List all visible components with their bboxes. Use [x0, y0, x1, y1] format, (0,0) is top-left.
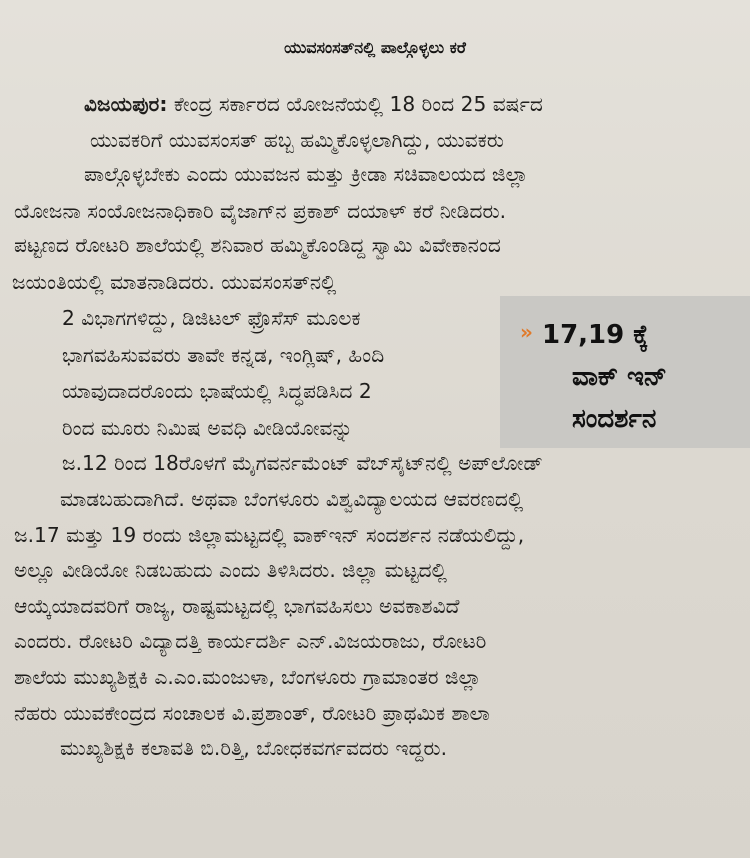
article-headline: ಯುವಸಂಸತ್‌ನಲ್ಲಿ ಪಾಲ್ಗೊಳ್ಳಲು ಕರೆ [284, 38, 466, 57]
highlight-line-2: ವಾಕ್ ಇನ್ [572, 362, 667, 392]
article-line-8: ಭಾಗವಹಿಸುವವರು ತಾವೇ ಕನ್ನಡ, ಇಂಗ್ಲಿಷ್, ಹಿಂದಿ [62, 343, 385, 367]
article-line-10: ರಿಂದ ಮೂರು ನಿಮಿಷ ಅವಧಿ ವೀಡಿಯೋವನ್ನು [62, 416, 353, 440]
article-line-7: 2 ವಿಭಾಗಗಳಿದ್ದು, ಡಿಜಿಟಲ್ ಫ್ರೊಸೆಸ್ ಮೂಲಕ [62, 306, 361, 330]
article-dateline: ವಿಜಯಪುರ: [84, 92, 168, 116]
highlight-line-1: 17,19 ಕ್ಕೆ [542, 320, 649, 350]
article-line-6: ಜಯಂತಿಯಲ್ಲಿ ಮಾತನಾಡಿದರು. ಯುವಸಂಸತ್‌ನಲ್ಲಿ [12, 270, 337, 294]
article-line-17: ಶಾಲೆಯ ಮುಖ್ಯಶಿಕ್ಷಕಿ ಎ.ಎಂ.ಮಂಜುಳಾ, ಬೆಂಗಳೂರು ಗ್ರಾಮಾಂತರ ಜಿಲ್ಲಾ [14, 665, 482, 689]
article-line-11: ಜ.12 ರಿಂದ 18ರೊಳಗೆ ಮೈಗವರ್ನಮೆಂಟ್ ವೆಬ್‌ಸೈಟ್‌ನಲ್ಲಿ ಅಪ್‌ಲೋಡ್ [62, 451, 543, 475]
article-line-1-text: ಕೇಂದ್ರ ಸರ್ಕಾರದ ಯೋಜನೆಯಲ್ಲಿ 18 ರಿಂದ 25 ವರ್ಷದ [167, 92, 543, 116]
article-line-15: ಆಯ್ಕೆಯಾದವರಿಗೆ ರಾಜ್ಯ, ರಾಷ್ಟಮಟ್ಟದಲ್ಲಿ ಭಾಗವಹಿಸಲು ಅವಕಾಶವಿದೆ [14, 594, 460, 618]
article-line-2: ಯುವಕರಿಗೆ ಯುವಸಂಸತ್ ಹಬ್ಬ ಹಮ್ಮಿಕೊಳ್ಳಲಾಗಿದ್ದು, ಯುವಕರು [90, 128, 504, 152]
article-line-5: ಪಟ್ಟಣದ ರೋಟರಿ ಶಾಲೆಯಲ್ಲಿ ಶನಿವಾರ ಹಮ್ಮಿಕೊಂಡಿದ್ದ ಸ್ವಾಮಿ ವಿವೇಕಾನಂದ [14, 233, 501, 257]
article-line-14: ಅಲ್ಲೂ ವೀಡಿಯೋ ನಿಡಬಹುದು ಎಂದು ತಿಳಿಸಿದರು. ಜಿಲ್ಲಾ ಮಟ್ಟದಲ್ಲಿ [14, 558, 447, 582]
article-line-3: ಪಾಲ್ಗೊಳ್ಳಬೇಕು ಎಂದು ಯುವಜನ ಮತ್ತು ಕ್ರೀಡಾ ಸಚಿವಾಲಯದ ಜಿಲ್ಲಾ [84, 162, 529, 186]
chevron-right-icon: » [520, 320, 533, 344]
highlight-line-3: ಸಂದರ್ಶನ [572, 404, 657, 434]
article-line-4: ಯೋಜನಾ ಸಂಯೋಜನಾಧಿಕಾರಿ ವೈಜಾಗ್‌ನ ಪ್ರಕಾಶ್ ದಯಾಳ್ ಕರೆ ನೀಡಿದರು. [14, 199, 507, 223]
article-line-13: ಜ.17 ಮತ್ತು 19 ರಂದು ಜಿಲ್ಲಾಮಟ್ಟದಲ್ಲಿ ವಾಕ್‌ಇನ್ ಸಂದರ್ಶನ ನಡೆಯಲಿದ್ದು, [14, 523, 525, 547]
article-line-18: ನೆಹರು ಯುವಕೇಂದ್ರದ ಸಂಚಾಲಕ ವಿ.ಪ್ರಶಾಂತ್, ರೋಟರಿ ಪ್ರಾಥಮಿಕ ಶಾಲಾ [14, 701, 490, 725]
article-line-1 [84, 87, 543, 121]
article-line-12: ಮಾಡಬಹುದಾಗಿದೆ. ಅಥವಾ ಬೆಂಗಳೂರು ವಿಶ್ವವಿದ್ಯಾಲಯದ ಆವರಣದಲ್ಲಿ [60, 487, 524, 511]
article-line-16: ಎಂದರು. ರೋಟರಿ ವಿದ್ಯಾದತ್ತಿ ಕಾರ್ಯದರ್ಶಿ ಎನ್.ವಿಜಯರಾಜು, ರೋಟರಿ [14, 629, 487, 653]
article-line-19: ಮುಖ್ಯಶಿಕ್ಷಕಿ ಕಲಾವತಿ ಬಿ.ರಿತ್ತಿ, ಬೋಧಕವರ್ಗವದರು ಇದ್ದರು. [60, 736, 448, 760]
article-line-9: ಯಾವುದಾದರೊಂದು ಭಾಷೆಯಲ್ಲಿ ಸಿದ್ಧಪಡಿಸಿದ 2 [62, 379, 372, 403]
highlight-box [500, 296, 750, 448]
